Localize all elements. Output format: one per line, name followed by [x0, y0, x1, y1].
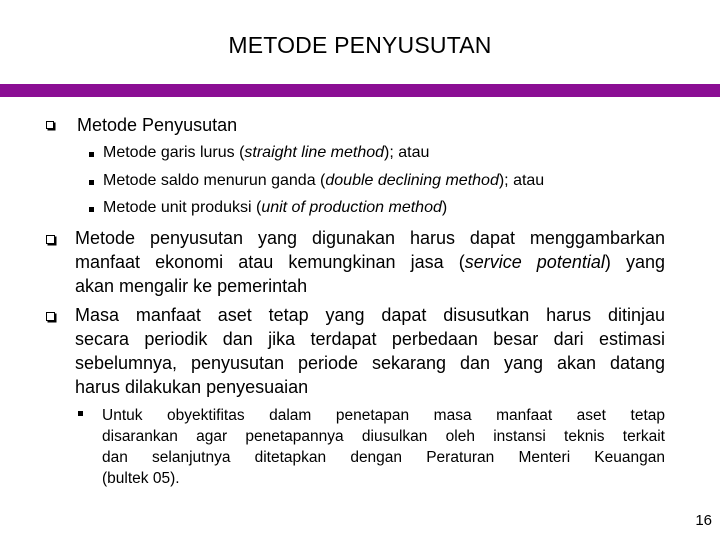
bullet-3-paragraph — [75, 303, 665, 399]
square-bullet-icon — [89, 207, 94, 212]
bullet-3-sub-line: (bultek 05). — [102, 470, 180, 487]
bullet-3-sub-paragraph — [102, 405, 665, 489]
bullet-3-line: secara periodik dan jika terdapat perbedaan besar dari estimasi — [75, 329, 665, 349]
bullet-3-sub-line: disarankan agar penetapannya diusulkan oleh instansi teknis terkait — [102, 428, 665, 445]
bullet-2-line: manfaat ekonomi atau kemungkinan jasa (service potential) yang — [75, 252, 665, 272]
sub-bullet-2: Metode saldo menurun ganda (double declining method); atau — [103, 172, 545, 189]
page-number: 16 — [695, 512, 712, 529]
sub-bullet-1: Metode garis lurus (straight line method); atau — [103, 144, 430, 161]
bullet-3-sub-line: dan selanjutnya ditetapkan dengan Peraturan Menteri Keuangan — [102, 449, 665, 466]
square-bullet-icon — [89, 180, 94, 185]
bullet-3-sub-line: Untuk obyektifitas dalam penetapan masa manfaat aset tetap — [102, 407, 665, 424]
bullet-3-line: sebelumnya, penyusutan periode sekarang dan yang akan datang — [75, 353, 665, 373]
title-divider-bar — [0, 84, 720, 97]
bullet-3-line: Masa manfaat aset tetap yang dapat disusutkan harus ditinjau — [75, 305, 665, 325]
bullet-2-line: akan mengalir ke pemerintah — [75, 276, 308, 296]
sub-bullet-3: Metode unit produksi (unit of production method) — [103, 199, 448, 216]
bullet-2-line: Metode penyusutan yang digunakan harus dapat menggambarkan — [75, 228, 665, 248]
bullet-3-line: harus dilakukan penyesuaian — [75, 377, 309, 397]
slide-title: METODE PENYUSUTAN — [228, 32, 492, 58]
square-bullet-icon — [78, 411, 83, 416]
checkbox-bullet-icon — [46, 121, 54, 129]
square-bullet-icon — [89, 152, 94, 157]
bullet-1-text: Metode Penyusutan — [77, 115, 238, 135]
checkbox-bullet-icon — [46, 312, 55, 321]
checkbox-bullet-icon — [46, 235, 55, 244]
bullet-2-paragraph — [75, 226, 665, 298]
